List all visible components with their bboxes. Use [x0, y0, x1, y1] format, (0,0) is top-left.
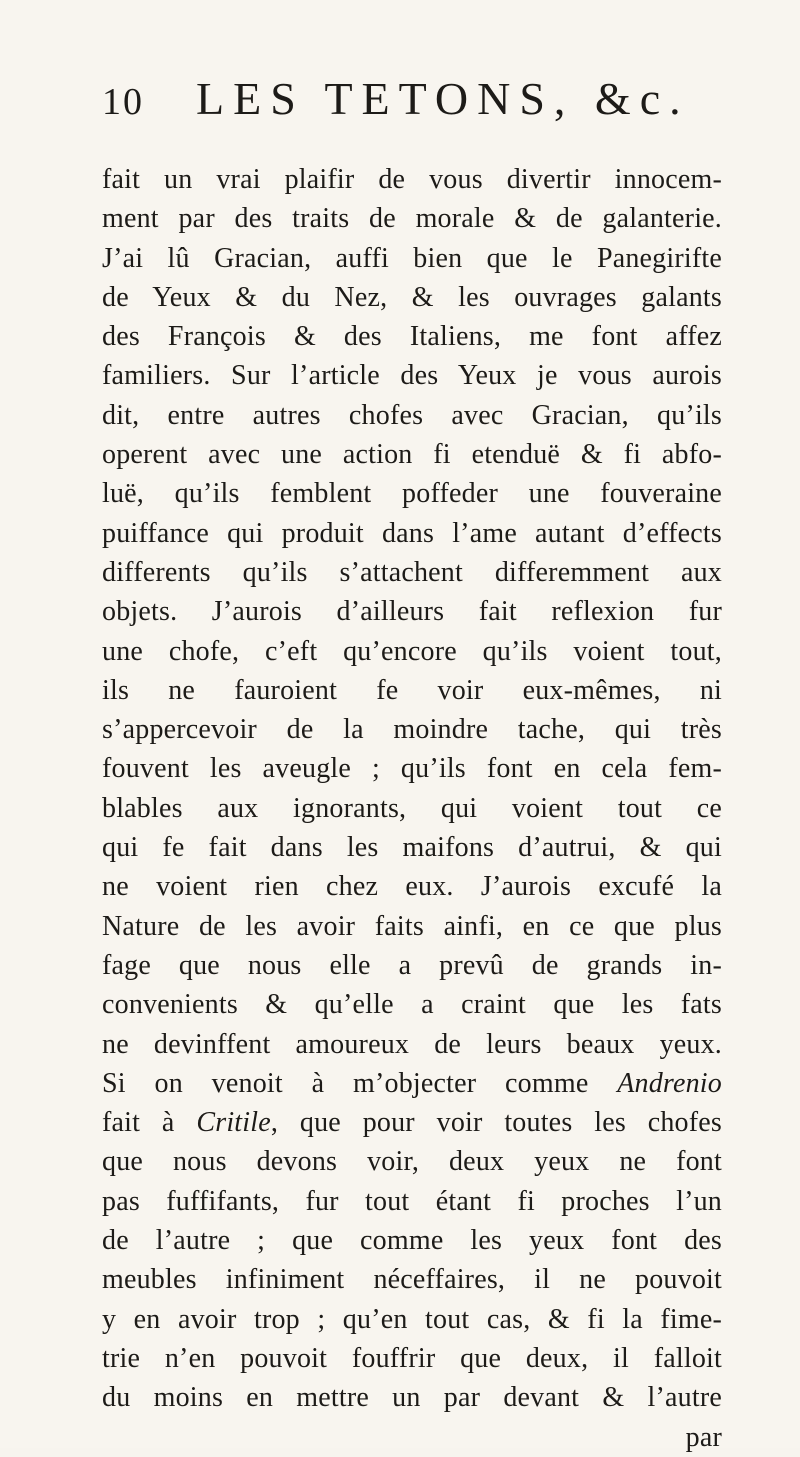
text-line: de l’autre ; que comme les yeux font des	[102, 1225, 722, 1257]
text-line: puiffance qui produit dans l’ame autant d’effects	[102, 517, 722, 549]
running-title: LES TETONS, &c.	[196, 73, 690, 124]
text-line: y en avoir trop ; qu’en tout cas, & fi la fime-	[102, 1303, 722, 1335]
text-line: blables aux ignorants, qui voient tout ce	[102, 792, 722, 824]
text-line: dit, entre autres chofes avec Gracian, qu’ils	[102, 399, 722, 431]
catchword: par	[685, 1421, 722, 1453]
text-segment: Si on venoit à m’objecter comme	[102, 1067, 618, 1099]
italic-name-andrenio: Andrenio	[617, 1067, 722, 1099]
text-segment: fait à	[102, 1107, 197, 1139]
text-line: meubles infiniment néceffaires, il ne pouvoit	[102, 1264, 722, 1296]
page-number: 10	[102, 81, 144, 123]
text-line: s’appercevoir de la moindre tache, qui très	[102, 714, 722, 746]
text-line: operent avec une action fi etenduë & fi abfo-	[102, 439, 722, 471]
body-text	[102, 160, 722, 1457]
text-line: trie n’en pouvoit fouffrir que deux, il falloit	[102, 1342, 722, 1374]
text-line: differents qu’ils s’attachent differemment aux	[102, 556, 722, 588]
text-line: fait un vrai plaifir de vous divertir innocem-	[102, 164, 722, 195]
text-line: Nature de les avoir faits ainfi, en ce que plus	[102, 910, 722, 942]
text-line: qui fe fait dans les maifons d’autrui, & qui	[102, 832, 722, 864]
text-line: de Yeux & du Nez, & les ouvrages galants	[102, 281, 722, 313]
text-line: ils ne fauroient fe voir eux-mêmes, ni	[102, 674, 722, 706]
text-line-with-italic	[102, 1064, 722, 1103]
text-line: fouvent les aveugle ; qu’ils font en cela fem-	[102, 753, 722, 785]
text-line: objets. J’aurois d’ailleurs fait reflexion fur	[102, 596, 722, 628]
text-line: pas fuffifants, fur tout étant fi proches l’un	[102, 1185, 722, 1217]
text-line: une chofe, c’eft qu’encore qu’ils voient tout,	[102, 635, 722, 667]
text-line: familiers. Sur l’article des Yeux je vous aurois	[102, 360, 722, 392]
italic-name-critile: Critile	[196, 1107, 271, 1139]
text-line: fage que nous elle a prevû de grands in-	[102, 949, 722, 981]
text-line: des François & des Italiens, me font affez	[102, 321, 722, 353]
text-line: convenients & qu’elle a craint que les fats	[102, 989, 722, 1021]
text-line: ne voient rien chez eux. J’aurois excufé la	[102, 871, 722, 903]
text-line-with-italic	[102, 1103, 722, 1142]
text-line: J’ai lû Gracian, auffi bien que le Panegirifte	[102, 242, 722, 274]
text-segment: , que pour voir toutes les chofes	[270, 1107, 722, 1139]
page-header	[102, 72, 702, 132]
text-line: du moins en mettre un par devant & l’autre	[102, 1382, 722, 1414]
text-line: ment par des traits de morale & de galanterie.	[102, 203, 722, 235]
text-line: ne devinffent amoureux de leurs beaux yeux.	[102, 1028, 722, 1060]
text-line: luë, qu’ils femblent poffeder une fouveraine	[102, 478, 722, 510]
text-line: que nous devons voir, deux yeux ne font	[102, 1146, 722, 1178]
